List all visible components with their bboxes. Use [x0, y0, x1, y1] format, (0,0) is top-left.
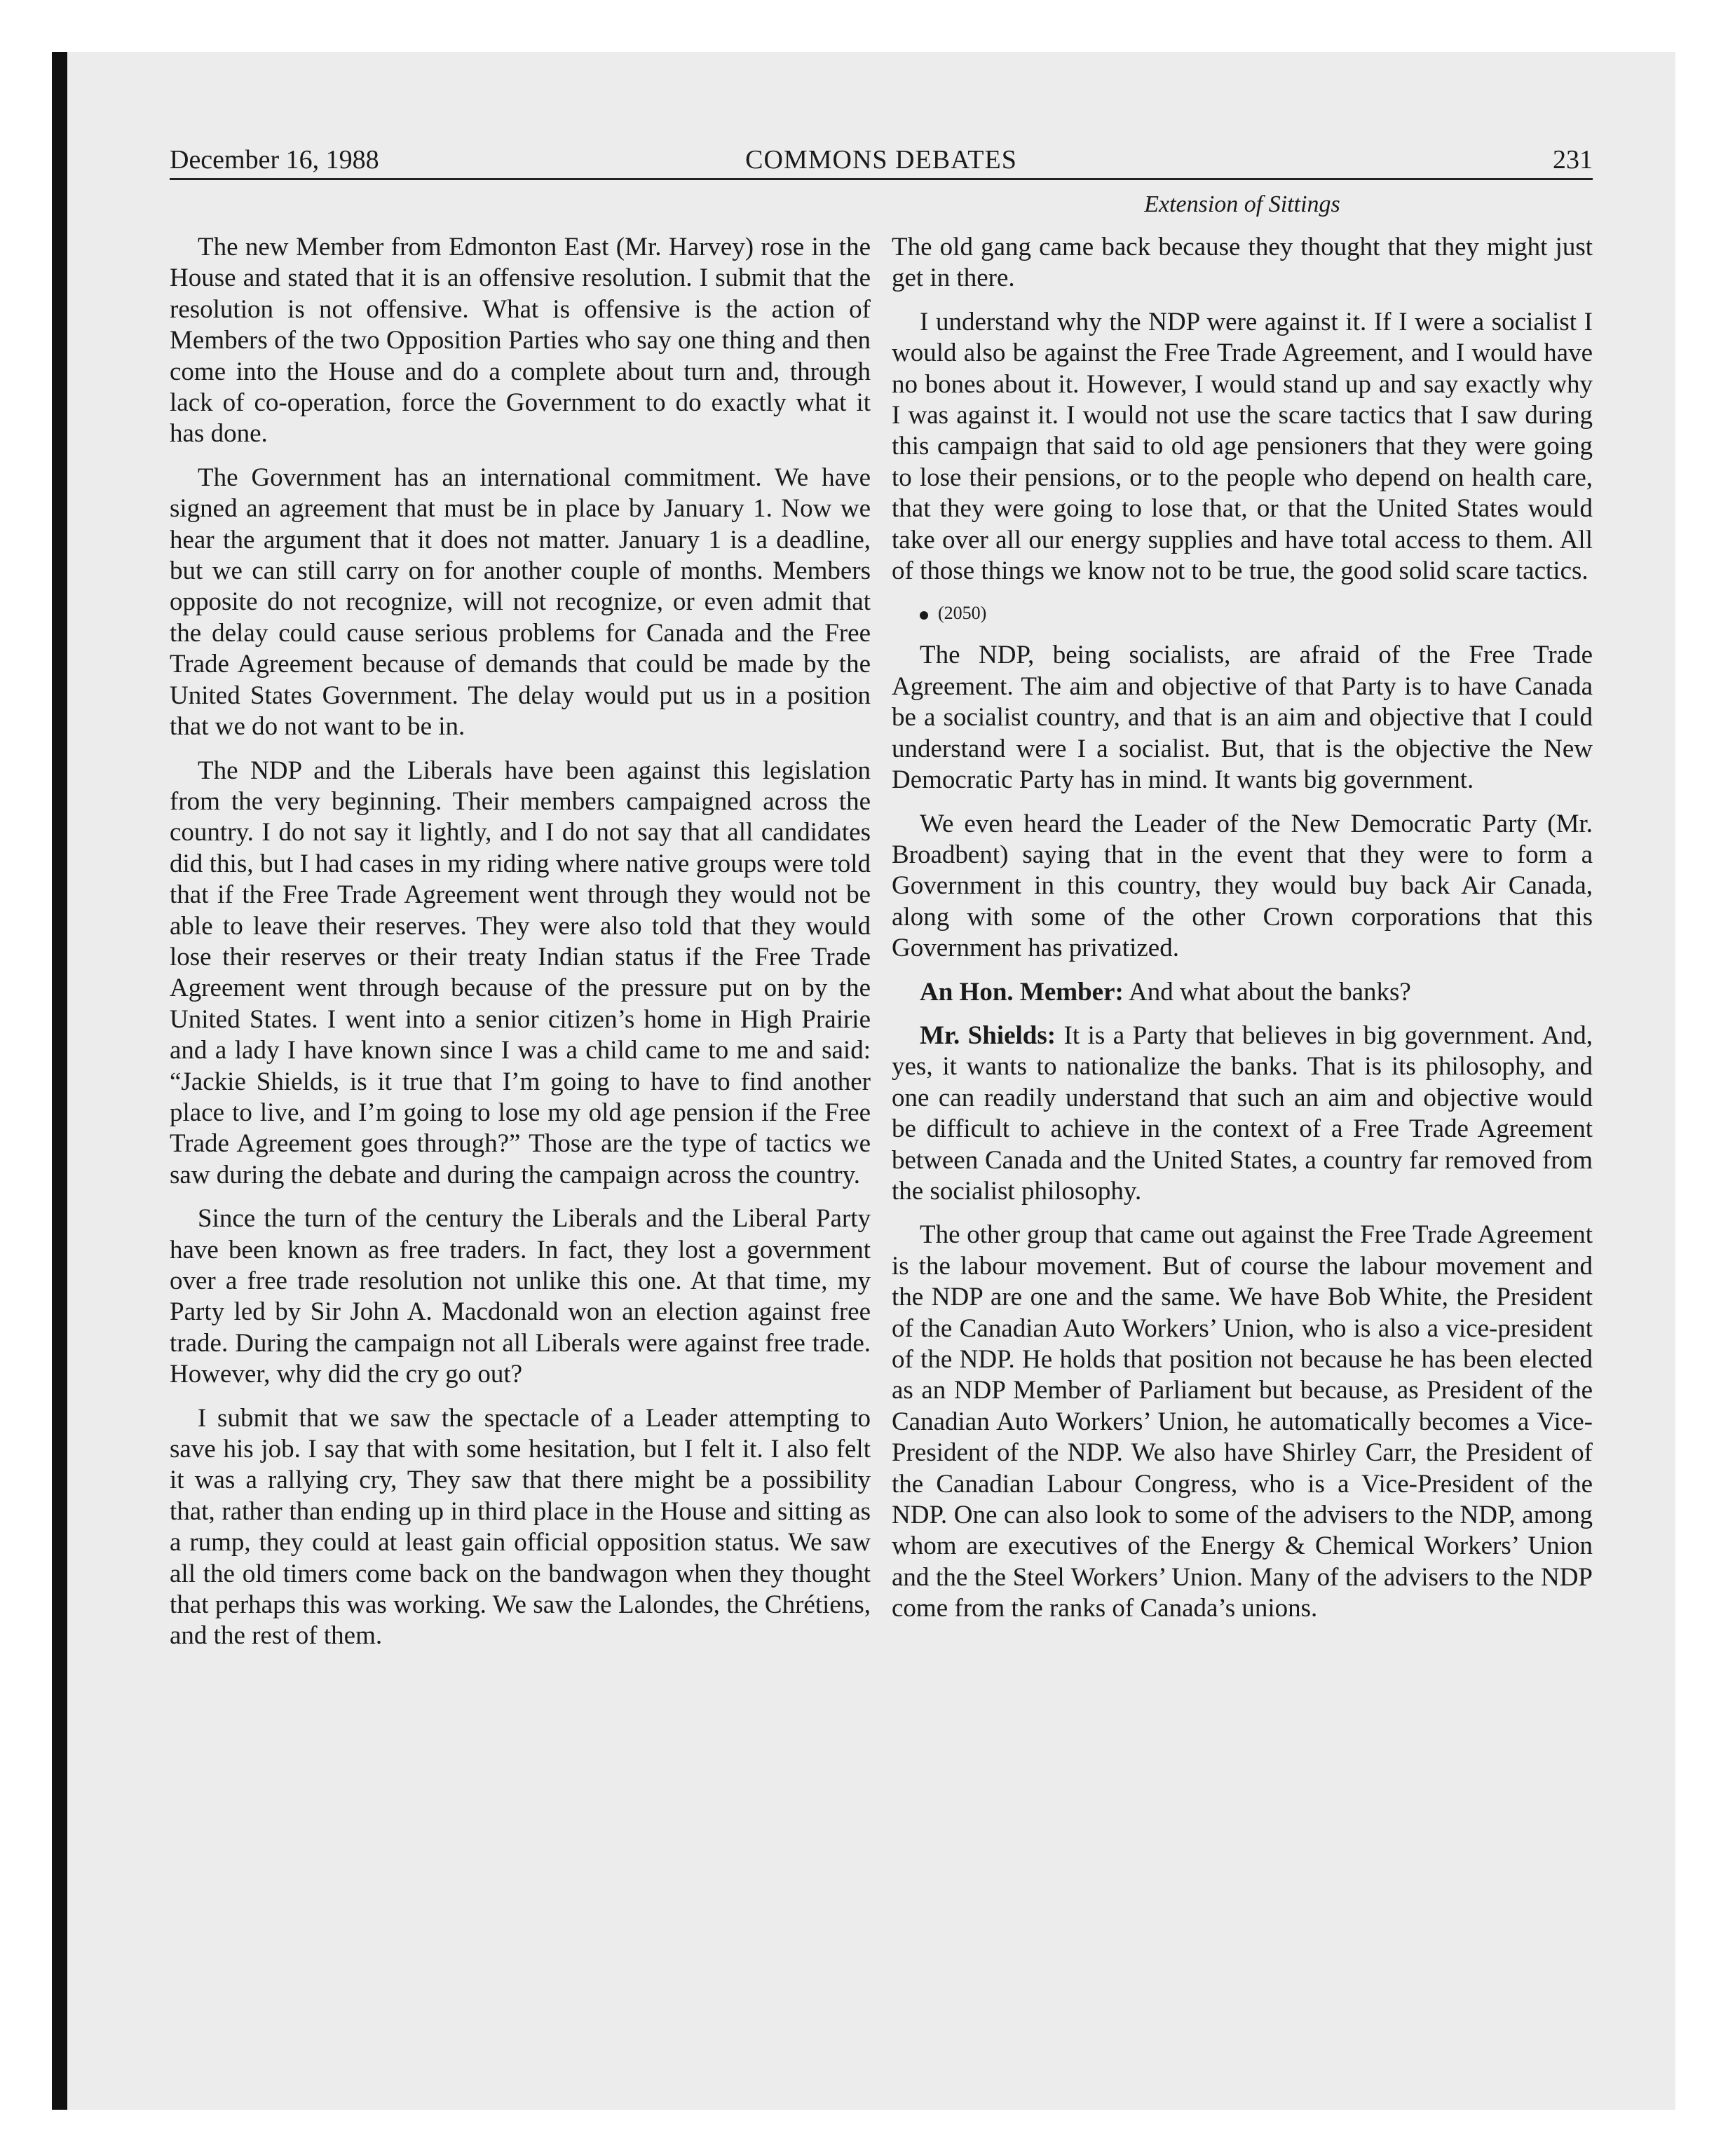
- header-page-number: 231: [1553, 145, 1593, 175]
- header-date: December 16, 1988: [170, 145, 379, 175]
- interjection-speaker: An Hon. Member:: [920, 977, 1124, 1007]
- left-paragraph-5: I submit that we saw the spectacle of a Leader attempting to save his job. I say that with some hesitation, but I felt it. I also felt it was a rallying cry, They saw that there might be a possibility that, rather than ending up in third place in the House and sitting as a rump, they could at least gain official opposition status. We saw all the old timers come back on the bandwagon when they thought that perhaps this was working. We saw the Lalondes, the Chrétiens, and the rest of them.: [170, 1403, 871, 1651]
- interjection: [892, 977, 1593, 1008]
- timestamp-text: (2050): [938, 603, 987, 624]
- right-paragraph-2: The NDP, being socialists, are afraid of the Free Trade Agreement. The aim and objective of that Party is to have Canada be a socialist country, and that is an aim and objective that I could understand were I a socialist. But, that is the objective the New Democratic Party has in mind. It wants big government.: [892, 641, 1593, 795]
- reply-text: It is a Party that believes in big government. And, yes, it wants to nationalize the banks. That is its philosophy, and one can readily understand that such an aim and objective would be difficult to achieve in the context of a Free Trade Agreement between Canada and the United States, a country far removed from the socialist philosophy.: [892, 1021, 1593, 1206]
- right-paragraph-1: I understand why the NDP were against it. If I were a socialist I would also be against the Free Trade Agreement, and I would have no bones about it. However, I would stand up and say exactly why I was against it. I would not use the scare tactics that I saw during this campaign that said to old age pensioners that they were going to lose their pensions, or to the people who depend on health care, that they were going to lose that, or that the United States would take over all our energy supplies and have total access to them. All of those things we know not to be true, the good solid scare tactics.: [892, 307, 1593, 586]
- document-page: [170, 143, 1593, 1651]
- running-head: [170, 143, 1593, 180]
- bullet-icon: [920, 611, 928, 620]
- left-paragraph-1: The new Member from Edmonton East (Mr. Harvey) rose in the House and stated that it is an offensive resolution. I submit that the resolution is not offensive. What is offensive is the action of Members of the two Opposition Parties who say one thing and then come into the House and do a complete about turn and, through lack of co-operation, force the Government to do exactly what it has done.: [170, 233, 871, 449]
- right-final-paragraph: The other group that came out against the Free Trade Agreement is the labour movement. But of course the labour movement and the NDP are one and the same. We have Bob White, the President of the Canadian Auto Workers’ Union, who is also a vice-president of the NDP. He holds that position not because he has been elected as an NDP Member of Parliament but because, as President of the Canadian Auto Workers’ Union, he automatically becomes a Vice-President of the NDP. We also have Shirley Carr, the President of the Canadian Labour Congress, who is a Vice-President of the NDP. One can also look to some of the advisers to the NDP, among whom are executives of the Energy & Chemical Workers’ Union and the the Steel Workers’ Union. Many of the advisers to the NDP come from the ranks of Canada’s unions.: [892, 1220, 1593, 1623]
- left-paragraph-4: Since the turn of the century the Liberals and the Liberal Party have been known as free traders. In fact, they lost a government over a free trade resolution not unlike this one. At that time, my Party led by Sir John A. Macdonald won an election against free trade. During the campaign not all Liberals were against free trade. However, why did the cry go out?: [170, 1204, 871, 1389]
- left-column: [170, 232, 871, 1665]
- header-title: COMMONS DEBATES: [745, 145, 1017, 175]
- left-paragraph-2: The Government has an international commitment. We have signed an agreement that must be in place by January 1. Now we hear the argument that it does not matter. January 1 is a deadline, but we can still carry on for another couple of months. Members opposite do not recognize, will not recognize, or even admit that the delay could cause serious problems for Canada and the Free Trade Agreement because of demands that could be made by the United States Government. The delay would put us in a position that we do not want to be in.: [170, 463, 871, 742]
- section-title: Extension of Sittings: [1144, 191, 1340, 217]
- binding-edge: [52, 52, 67, 2110]
- timestamp-marker: [892, 599, 1593, 627]
- reply-speaker: Mr. Shields:: [920, 1021, 1056, 1050]
- reply: [892, 1021, 1593, 1207]
- right-column: [892, 190, 1593, 1637]
- right-paragraph-3: We even heard the Leader of the New Democratic Party (Mr. Broadbent) saying that in the event that they were to form a Government in this country, they would buy back Air Canada, along with some of the other Crown corporations that this Government has privatized.: [892, 809, 1593, 963]
- right-continuation: The old gang came back because they thought that they might just get in there.: [892, 233, 1593, 293]
- left-paragraph-3: The NDP and the Liberals have been against this legislation from the very beginning. Their members campaigned across the country. I do not say it lightly, and I do not say that all candidates did this, but I had cases in my riding where native groups were told that if the Free Trade Agreement went through they would not be able to leave their reserves. They were also told that they would lose their reserves or their treaty Indian status if the Free Trade Agreement went through because of the pressure put on by the United States. I went into a senior citizen’s home in High Prairie and a lady I have known since I was a child came to me and said: “Jackie Shields, is it true that I’m going to have to find another place to live, and I’m going to lose my old age pension if the Free Trade Agreement goes through?” Those are the type of tactics we saw during the debate and during the campaign across the country.: [170, 756, 871, 1189]
- interjection-text: And what about the banks?: [1129, 977, 1411, 1007]
